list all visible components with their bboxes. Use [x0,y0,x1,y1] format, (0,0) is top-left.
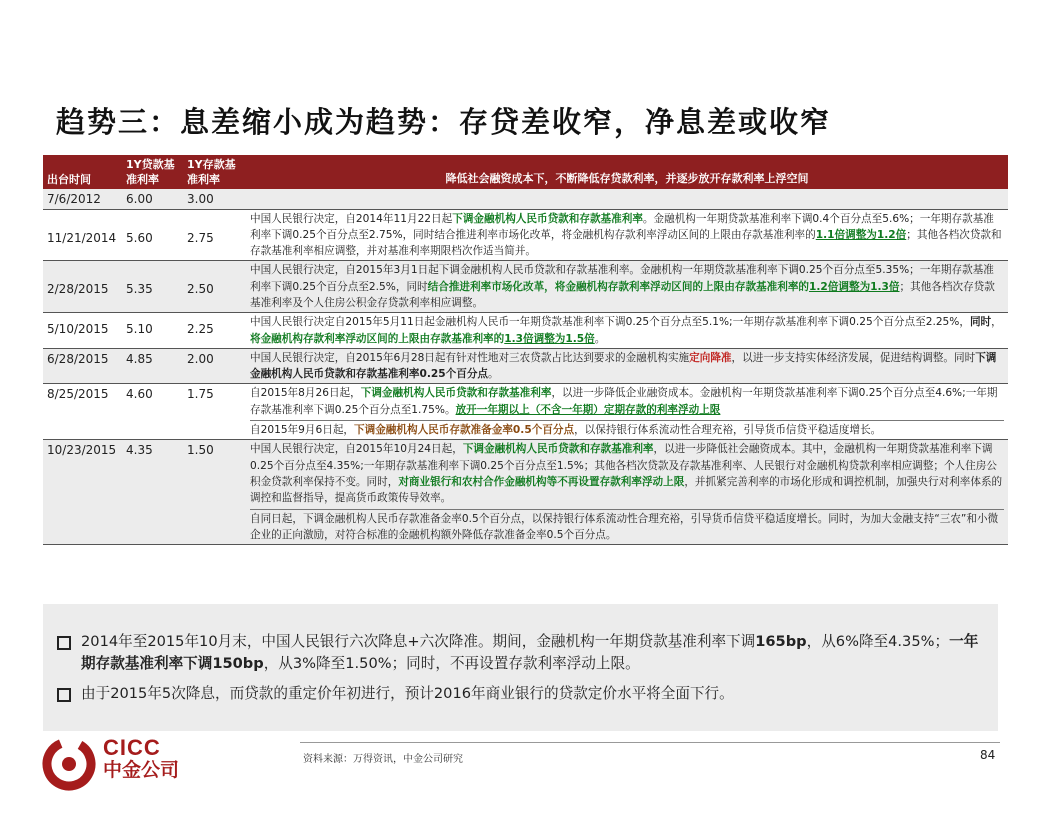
cicc-logo [103,737,179,781]
row-date: 8/25/2015 [43,384,122,440]
policy-text: ，以进一步降低社会融资成本。其中，金融机构一年期贷款基准利率下调0.25个百分点至4.35%;一年期存款基准利率下调0.25个百分点至1.5%；其他各档次贷款及存款基准利率、人民银行对金融机构贷款利率相应调整；个人住房公积金贷款利率保持不变。同时， [250,443,997,488]
row-policy [246,384,1008,440]
row-date: 2/28/2015 [43,261,122,313]
row-date: 6/28/2015 [43,348,122,384]
header-deposit-rate: 1Y存款基准利率 [183,155,246,189]
policy-text: 自2015年9月6日起， [250,424,355,437]
square-bullet-icon [57,636,71,650]
rate-cut-table [43,155,1008,545]
row-policy [246,209,1008,261]
row-policy [246,261,1008,313]
policy-text: 中国人民银行决定，自2015年6月28日起有针对性地对三农贷款占比达到要求的金融机构实施 [250,351,690,364]
policy-highlight: 对商业银行和农村合作金融机构等不再设置存款利率浮动上限 [398,475,685,488]
header-loan-rate: 1Y贷款基准利率 [122,155,183,189]
table-row [43,313,1008,349]
policy-subrow [250,420,1004,438]
row-loan-rate: 4.35 [122,440,183,545]
summary-bold: 165bp [755,633,807,650]
row-policy [246,189,1008,209]
policy-text: 。金融机构一年期贷款基准利率下调0.4个百分点至5.6%；一年期存款基准利率下调0.25个百分点至2.75%，同时结合推进利率市场化改革，将金融机构存款利率浮动区间的上限由存款基准利率的 [250,212,994,241]
row-loan-rate: 5.10 [122,313,183,349]
row-date: 10/23/2015 [43,440,122,545]
policy-bold: 下调金融机构人民币贷款和存款基准利率0.25个百分点 [250,351,997,381]
policy-text: ，并抓紧完善利率的市场化形成和调控机制，加强央行对利率体系的调控和监督指导，提高货币政策传导效率。 [250,475,1003,505]
summary-text-part: 2014年至2015年10月末，中国人民银行六次降息+六次降准。期间，金融机构一年期贷款基准利率下调 [81,633,756,650]
policy-text: ；其他各档次存贷款基准利率及个人住房公积金存贷款利率相应调整。 [250,280,995,309]
row-date: 5/10/2015 [43,313,122,349]
square-bullet-icon [57,688,71,702]
policy-highlight: 下调金融机构人民币贷款和存款基准利率 [360,387,552,400]
summary-text-part: ，从3%降至1.50%；同时，不再设置存款利率浮动上限。 [263,655,640,672]
policy-text: ，以保持银行体系流动性合理充裕，引导货币信贷平稳适度增长。 [574,424,882,437]
policy-text: 。 [594,332,606,345]
row-deposit-rate: 1.75 [183,384,246,440]
row-loan-rate: 5.60 [122,209,183,261]
policy-highlight: 1.2倍调整为1.3倍 [809,280,900,293]
cicc-logo-icon [41,736,97,792]
header-date: 出台时间 [43,155,122,189]
table-row [43,261,1008,313]
summary-text-part: ，从6%降至4.35%； [806,633,950,650]
row-policy [246,440,1008,545]
summary-text: 由于2015年5次降息，而贷款的重定价年初进行，预计2016年商业银行的贷款定价水平将全面下行。 [81,685,734,702]
row-deposit-rate: 2.75 [183,209,246,261]
summary-bullet [57,631,987,675]
summary-bullet [57,683,987,705]
page-number: 84 [980,748,996,762]
policy-highlight: 结合推进利率市场化改革，将金融机构存款利率浮动区间的上限由存款基准利率的 [427,280,810,293]
footer-divider [300,742,1000,743]
row-deposit-rate: 2.00 [183,348,246,384]
page-title: 趋势三：息差缩小成为趋势：存贷差收窄，净息差或收窄 [56,105,832,139]
row-deposit-rate: 1.50 [183,440,246,545]
policy-text: 中国人民银行决定，自2015年3月1日起下调金融机构人民币贷款和存款基准利率。金融机构一年期贷款基准利率下调0.25个百分点至5.35%；一年期存款基准利率下调0.25个百分点至2.5%，同时 [250,264,994,293]
policy-text: 中国人民银行决定自2015年5月11日起金融机构人民币一年期贷款基准利率下调0.25个百分点至5.1%;一年期存款基准利率下调0.25个百分点至2.25%， [250,316,970,329]
table-row [43,440,1008,545]
policy-highlight-red: 定向降准 [689,351,732,364]
policy-text: ；其他各档次贷款和存款基准利率相应调整，并对基准利率期限档次作适当简并。 [250,228,1002,258]
row-deposit-rate: 3.00 [183,189,246,209]
policy-highlight-brown: 下调金融机构人民币存款准备金率0.5个百分点 [354,424,575,437]
table-row [43,348,1008,384]
policy-text: 中国人民银行决定，自2015年10月24日起， [250,443,463,456]
row-deposit-rate: 2.50 [183,261,246,313]
policy-text: ，以进一步降低企业融资成本。金融机构一年期贷款基准利率下调0.25个百分点至4.6%;一年期存款基准利率下调0.25个百分点至1.75%。 [250,387,998,416]
policy-highlight: 下调金融机构人民币贷款和存款基准利率 [452,212,643,225]
row-deposit-rate: 2.25 [183,313,246,349]
table-row [43,189,1008,209]
policy-text: ，以进一步支持实体经济发展，促进结构调整。同时 [731,351,976,364]
logo-cn: 中金公司 [103,759,180,781]
row-policy [246,348,1008,384]
policy-highlight: 下调金融机构人民币贷款和存款基准利率 [462,443,654,456]
header-policy: 降低社会融资成本下，不断降低存贷款利率，并逐步放开存款利率上浮空间 [246,155,1008,189]
summary-box [43,604,998,731]
row-policy [246,313,1008,349]
row-loan-rate: 4.85 [122,348,183,384]
table-row [43,384,1008,440]
policy-highlight: 1.1倍调整为1.2倍 [815,228,907,241]
policy-text: 。 [488,368,499,381]
policy-highlight: 放开一年期以上（不含一年期）定期存款的利率浮动上限 [455,403,721,416]
policy-highlight: 将金融机构存款利率浮动区间的上限由存款基准利率的 [250,332,505,345]
policy-subrow: 自同日起，下调金融机构人民币存款准备金率0.5个百分点，以保持银行体系流动性合理充裕，引导货币信贷平稳适度增长。同时，为加大金融支持“三农”和小微企业的正向激励，对符合标准的金融机构额外降低存款准备金率0.5个百分点。 [250,509,1004,544]
policy-text: ， [991,316,1002,329]
policy-text: 中国人民银行决定，自2014年11月22日起 [250,212,453,225]
row-loan-rate: 4.60 [122,384,183,440]
policy-bold: 同时 [969,316,992,329]
table-header-row [43,155,1008,189]
summary-bold: 一年期存款基准利率下调150bp [81,633,979,672]
policy-highlight: 1.3倍调整为1.5倍 [504,332,595,345]
row-loan-rate: 6.00 [122,189,183,209]
row-date: 7/6/2012 [43,189,122,209]
logo-en: CICC [103,735,161,760]
row-loan-rate: 5.35 [122,261,183,313]
summary-text [81,631,987,675]
source-note: 资料来源：万得资讯，中金公司研究 [303,754,463,765]
policy-text: 自2015年8月26日起， [250,387,361,400]
table-row [43,209,1008,261]
row-date: 11/21/2014 [43,209,122,261]
